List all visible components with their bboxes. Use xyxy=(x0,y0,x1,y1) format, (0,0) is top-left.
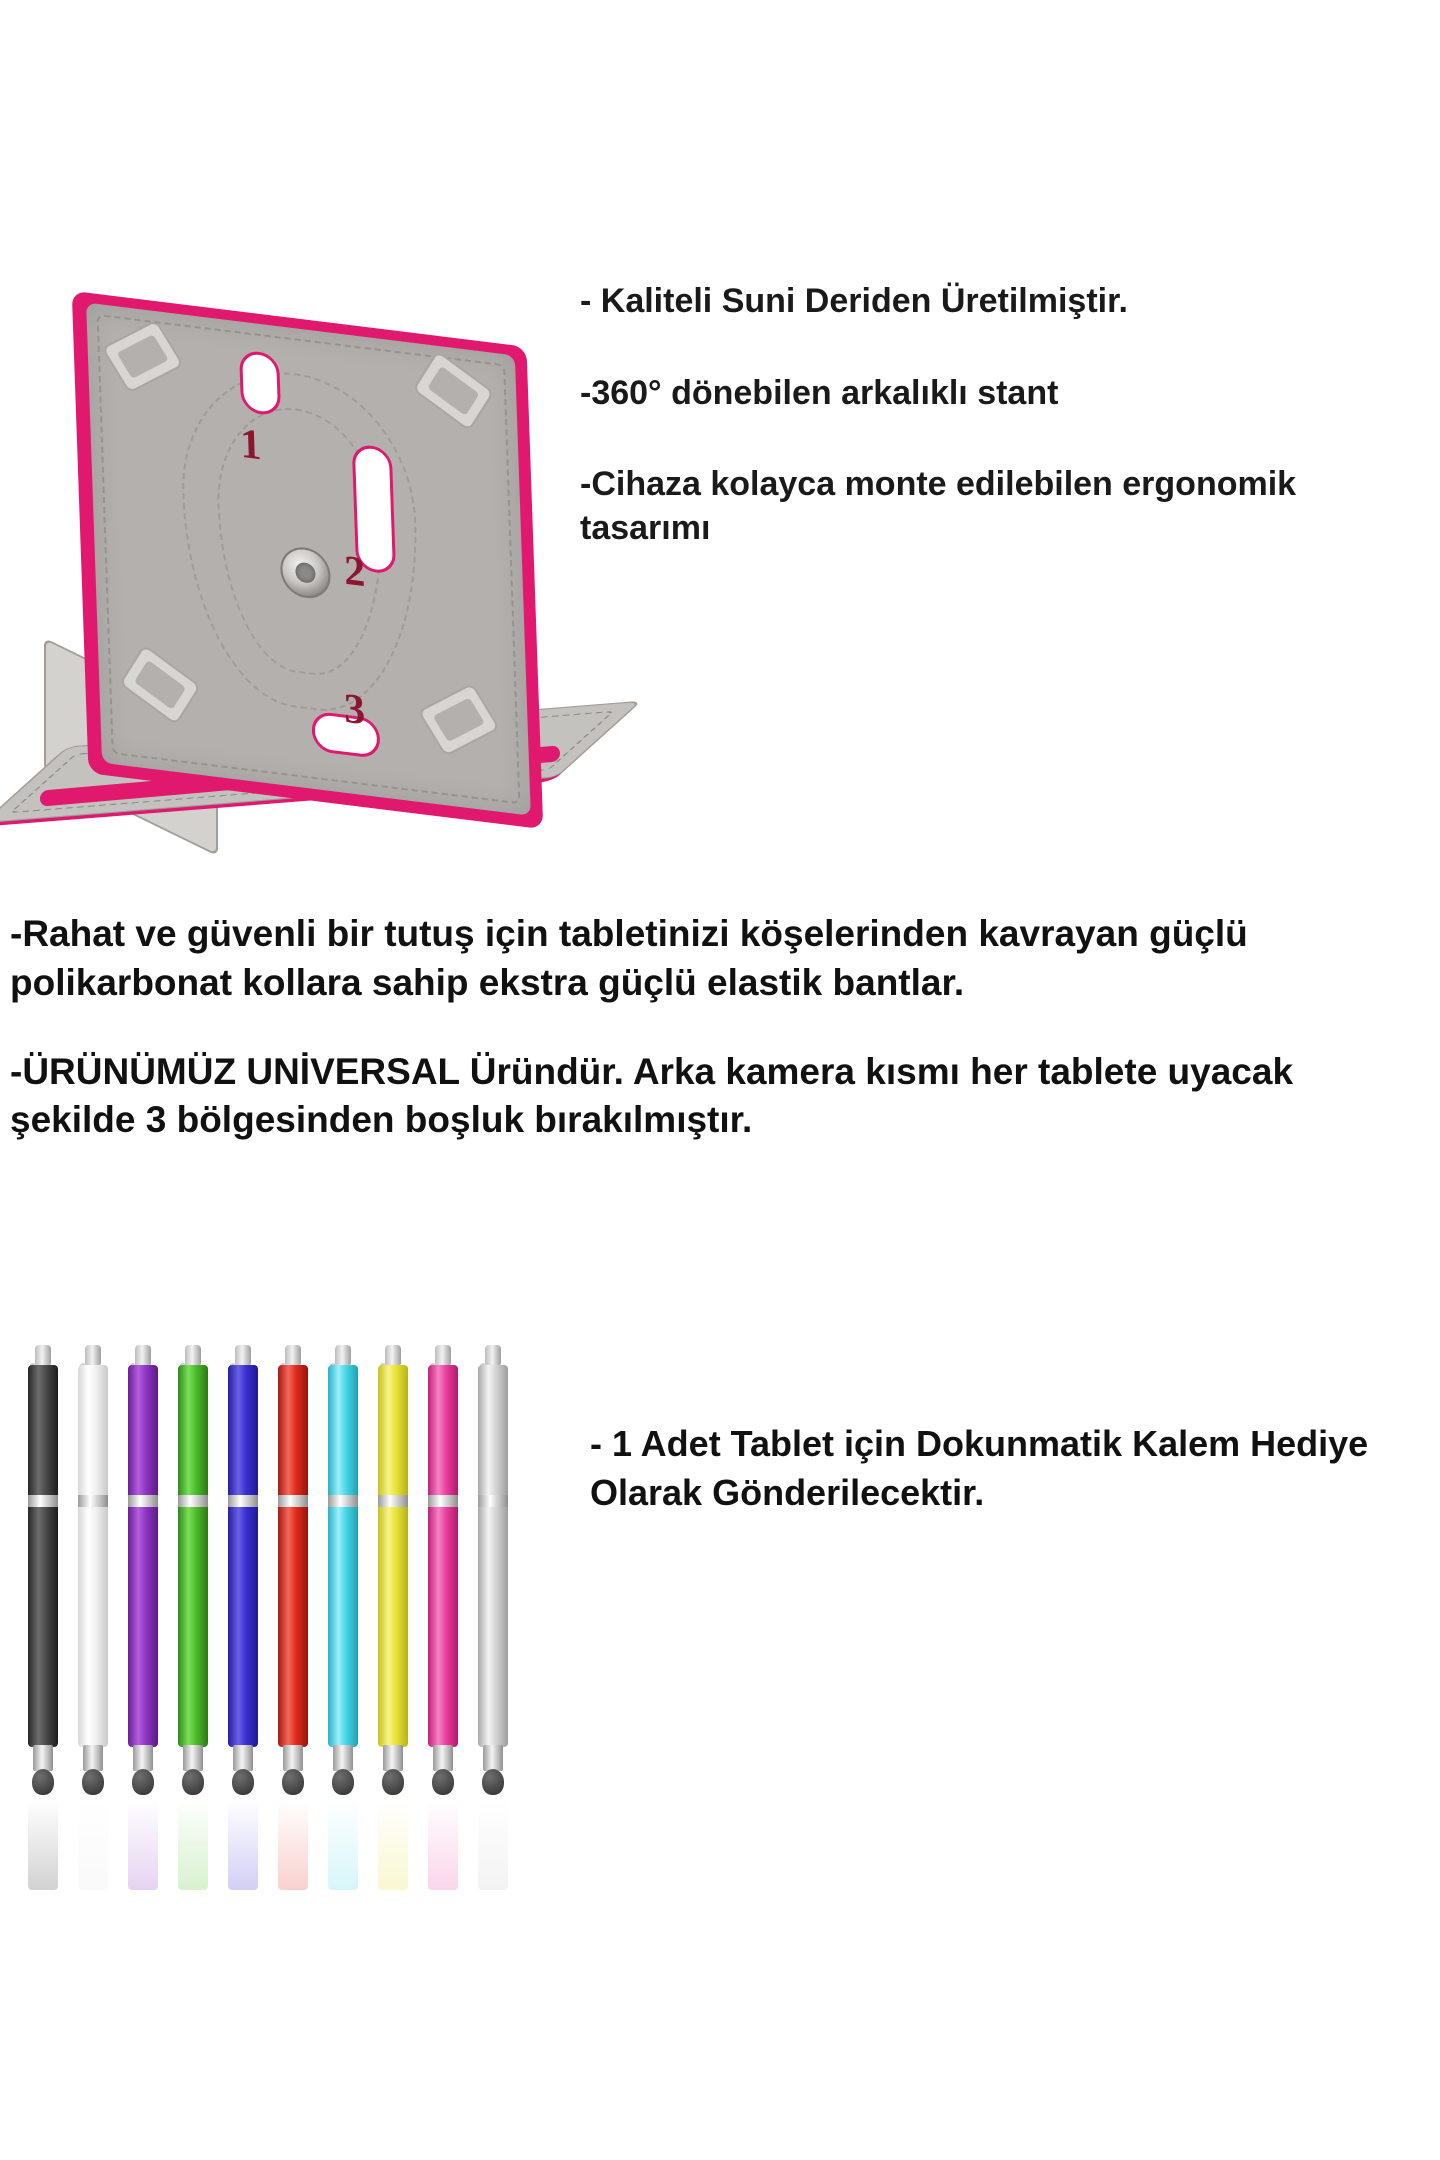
pen-ring xyxy=(28,1495,58,1507)
pen-cap-top xyxy=(335,1345,351,1365)
paragraph-universal-fit: -ÜRÜNÜMÜZ UNİVERSAL Üründür. Arka kamera kısmı her tablete uyacak şekilde 3 bölgesinden boşluk bırakılmıştır. xyxy=(10,1050,1294,1141)
stylus-pen-7 xyxy=(328,1345,358,1795)
camera-cutout-label-2: 2 xyxy=(343,547,366,597)
pen-tip-rubber xyxy=(282,1769,304,1795)
pen-body xyxy=(478,1365,508,1747)
pen-cap-top xyxy=(185,1345,201,1365)
pen-tip-metal xyxy=(283,1745,303,1771)
pen-tip-rubber xyxy=(332,1769,354,1795)
pen-cap-top xyxy=(485,1345,501,1365)
pen-cap-top xyxy=(385,1345,401,1365)
pen-ring xyxy=(178,1495,208,1507)
pen-tip-metal xyxy=(483,1745,503,1771)
pen-ring xyxy=(378,1495,408,1507)
pen-reflection xyxy=(328,1800,358,1890)
pen-body xyxy=(228,1365,258,1747)
stylus-pen-2 xyxy=(78,1345,108,1795)
pen-body xyxy=(378,1365,408,1747)
pen-reflection xyxy=(78,1800,108,1890)
pen-tip-rubber xyxy=(132,1769,154,1795)
stylus-pen-4 xyxy=(178,1345,208,1795)
pen-tip-rubber xyxy=(432,1769,454,1795)
pen-tip-metal xyxy=(133,1745,153,1771)
pen-tip-rubber xyxy=(182,1769,204,1795)
stylus-pen-8 xyxy=(378,1345,408,1795)
feature-item-rotation: -360° dönebilen arkalıklı stant xyxy=(580,373,1059,412)
stylus-pen-10 xyxy=(478,1345,508,1795)
stylus-pen-5 xyxy=(228,1345,258,1795)
stylus-pens-illustration xyxy=(10,1345,580,1905)
pen-tip-rubber xyxy=(482,1769,504,1795)
pen-reflection xyxy=(428,1800,458,1890)
camera-cutout-label-1: 1 xyxy=(239,420,263,470)
pen-reflection xyxy=(478,1800,508,1890)
top-feature-list xyxy=(580,280,1380,598)
pen-body xyxy=(328,1365,358,1747)
pen-tip-metal xyxy=(183,1745,203,1771)
pen-body xyxy=(428,1365,458,1747)
paragraph-free-stylus: - 1 Adet Tablet için Dokunmatik Kalem Hediye Olarak Gönderilecektir. xyxy=(590,1423,1369,1513)
pen-reflection xyxy=(228,1800,258,1890)
pen-reflection xyxy=(278,1800,308,1890)
stylus-pen-3 xyxy=(128,1345,158,1795)
pen-cap-top xyxy=(285,1345,301,1365)
case-panel-interior xyxy=(86,303,531,816)
pen-tip-rubber xyxy=(232,1769,254,1795)
pen-ring xyxy=(128,1495,158,1507)
top-section xyxy=(0,0,1440,900)
pen-tip-metal xyxy=(433,1745,453,1771)
pen-cap-top xyxy=(235,1345,251,1365)
pen-tip-rubber xyxy=(32,1769,54,1795)
pen-cap-top xyxy=(35,1345,51,1365)
pen-tip-metal xyxy=(33,1745,53,1771)
pen-ring xyxy=(428,1495,458,1507)
pen-tip-metal xyxy=(333,1745,353,1771)
pen-reflection xyxy=(178,1800,208,1890)
pen-ring xyxy=(328,1495,358,1507)
pen-reflection xyxy=(128,1800,158,1890)
camera-cutout-label-3: 3 xyxy=(343,685,366,735)
stylus-pen-6 xyxy=(278,1345,308,1795)
pen-ring xyxy=(78,1495,108,1507)
pen-ring xyxy=(228,1495,258,1507)
paragraph-elastic-bands: -Rahat ve güvenli bir tutuş için tabletinizi köşelerinden kavrayan güçlü polikarbonat kollara sahip ekstra güçlü elastik bantlar. xyxy=(10,913,1248,1003)
pen-tip-rubber xyxy=(382,1769,404,1795)
pen-body xyxy=(78,1365,108,1747)
pen-cap-top xyxy=(435,1345,451,1365)
pen-ring xyxy=(478,1495,508,1507)
pen-reflection xyxy=(28,1800,58,1890)
pen-tip-metal xyxy=(83,1745,103,1771)
case-back-panel xyxy=(72,291,543,830)
pen-cap-top xyxy=(85,1345,101,1365)
pen-body xyxy=(128,1365,158,1747)
pen-body xyxy=(278,1365,308,1747)
stylus-gift-note xyxy=(590,1420,1380,1517)
feature-item-ergonomic: -Cihaza kolayca monte edilebilen ergonomik tasarımı xyxy=(580,465,1297,547)
pen-cap-top xyxy=(135,1345,151,1365)
middle-description xyxy=(10,910,1320,1185)
pen-ring xyxy=(278,1495,308,1507)
pen-tip-metal xyxy=(383,1745,403,1771)
pen-body xyxy=(178,1365,208,1747)
pen-reflection xyxy=(378,1800,408,1890)
pen-tip-rubber xyxy=(82,1769,104,1795)
stylus-pen-9 xyxy=(428,1345,458,1795)
stylus-pen-1 xyxy=(28,1345,58,1795)
feature-item-material: - Kaliteli Suni Deriden Üretilmiştir. xyxy=(580,282,1128,320)
pen-tip-metal xyxy=(233,1745,253,1771)
pen-body xyxy=(28,1365,58,1747)
